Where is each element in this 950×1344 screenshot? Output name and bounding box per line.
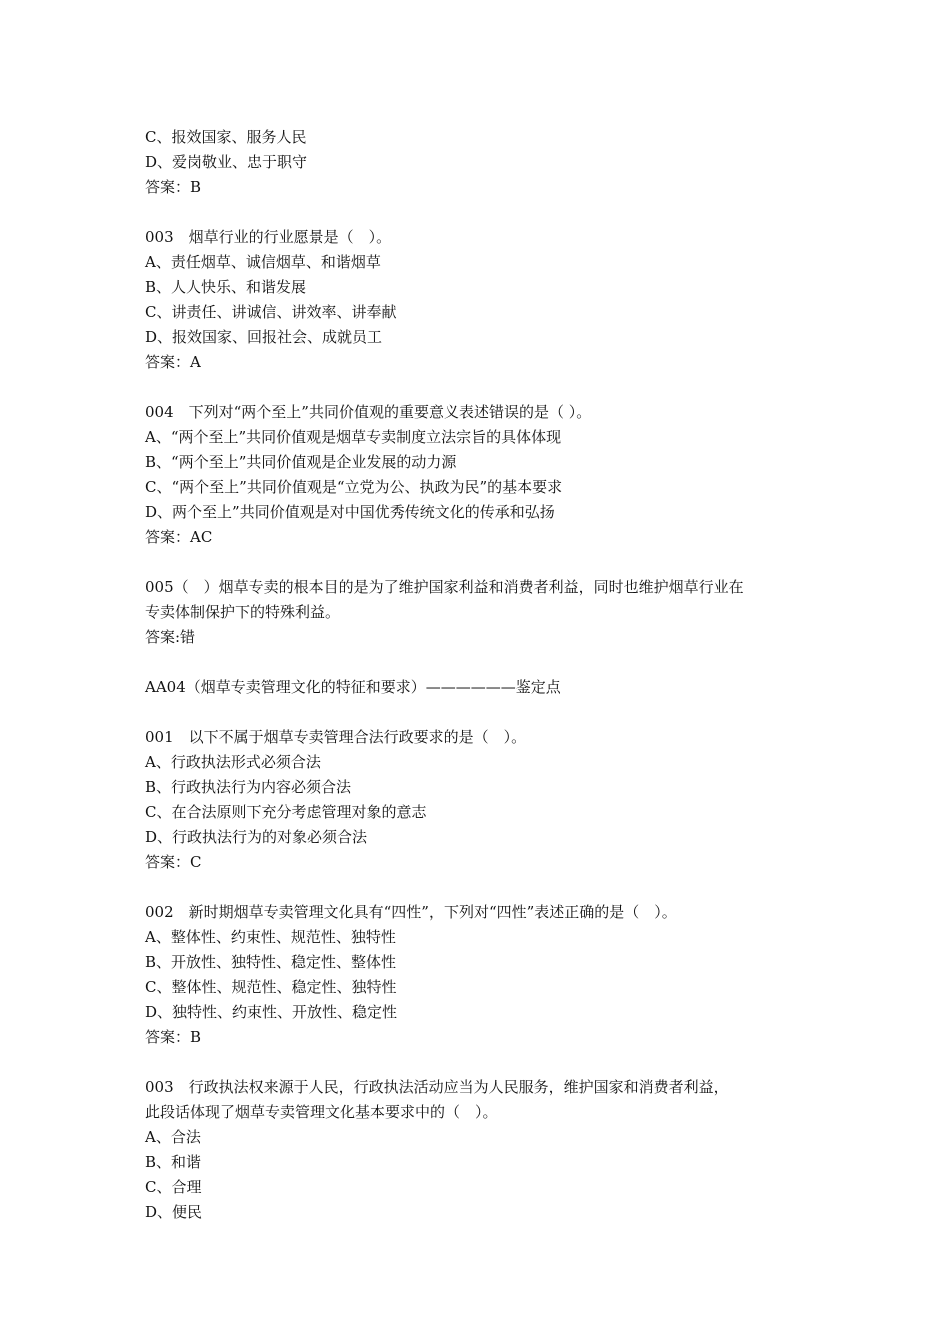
blank-line xyxy=(145,650,825,675)
text-line: B、行政执法行为内容必须合法 xyxy=(145,778,352,796)
text-line: 003 烟草行业的行业愿景是（ ）。 xyxy=(145,228,392,246)
text-line: B、人人快乐、和谐发展 xyxy=(145,278,307,296)
text-line: C、“两个至上”共同价值观是“立党为公、执政为民”的基本要求 xyxy=(145,478,563,496)
blank-line xyxy=(145,875,825,900)
text-line: 专卖体制保护下的特殊利益。 xyxy=(145,603,341,621)
text-line: A、整体性、约束性、规范性、独特性 xyxy=(145,928,396,946)
text-line: 答案:错 xyxy=(145,628,196,646)
text-line: B、“两个至上”共同价值观是企业发展的动力源 xyxy=(145,453,457,471)
text-line: B、开放性、独特性、稳定性、整体性 xyxy=(145,953,397,971)
blank-line xyxy=(145,1050,825,1075)
text-line: D、爱岗敬业、忠于职守 xyxy=(145,153,308,171)
text-line: 002 新时期烟草专卖管理文化具有“四性”，下列对“四性”表述正确的是（ ）。 xyxy=(145,903,677,921)
text-line: C、报效国家、服务人民 xyxy=(145,128,307,146)
text-line: B、和谐 xyxy=(145,1153,202,1171)
text-line: C、在合法原则下充分考虑管理对象的意志 xyxy=(145,803,427,821)
text-line: D、行政执法行为的对象必须合法 xyxy=(145,828,368,846)
text-line: C、合理 xyxy=(145,1178,202,1196)
text-line: 004 下列对“两个至上”共同价值观的重要意义表述错误的是（ ）。 xyxy=(145,403,592,421)
text-line: 答案：B xyxy=(145,178,202,196)
text-line: 答案：AC xyxy=(145,528,213,546)
text-line: 答案：A xyxy=(145,353,201,371)
text-line: A、“两个至上”共同价值观是烟草专卖制度立法宗旨的具体体现 xyxy=(145,428,562,446)
text-line: 005（ ）烟草专卖的根本目的是为了维护国家利益和消费者利益，同时也维护烟草行业在 xyxy=(145,578,744,596)
blank-line xyxy=(145,200,825,225)
text-line: A、合法 xyxy=(145,1128,201,1146)
blank-line xyxy=(145,375,825,400)
text-line: 001 以下不属于烟草专卖管理合法行政要求的是（ ）。 xyxy=(145,728,527,746)
document-page xyxy=(145,125,825,1225)
text-line: D、两个至上”共同价值观是对中国优秀传统文化的传承和弘扬 xyxy=(145,503,555,521)
blank-line xyxy=(145,550,825,575)
text-line: 答案：B xyxy=(145,1028,202,1046)
blank-line xyxy=(145,700,825,725)
text-line: 此段话体现了烟草专卖管理文化基本要求中的（ ）。 xyxy=(145,1103,498,1121)
text-line: C、讲责任、讲诚信、讲效率、讲奉献 xyxy=(145,303,397,321)
text-line: D、独特性、约束性、开放性、稳定性 xyxy=(145,1003,398,1021)
text-line: D、便民 xyxy=(145,1203,203,1221)
text-line: A、行政执法形式必须合法 xyxy=(145,753,321,771)
text-line: A、责任烟草、诚信烟草、和谐烟草 xyxy=(145,253,381,271)
text-line: 003 行政执法权来源于人民，行政执法活动应当为人民服务，维护国家和消费者利益， xyxy=(145,1078,729,1096)
text-line: 答案：C xyxy=(145,853,202,871)
text-line: D、报效国家、回报社会、成就员工 xyxy=(145,328,383,346)
text-line: C、整体性、规范性、稳定性、独特性 xyxy=(145,978,397,996)
text-line: AA04（烟草专卖管理文化的特征和要求）——————鉴定点 xyxy=(145,678,561,696)
